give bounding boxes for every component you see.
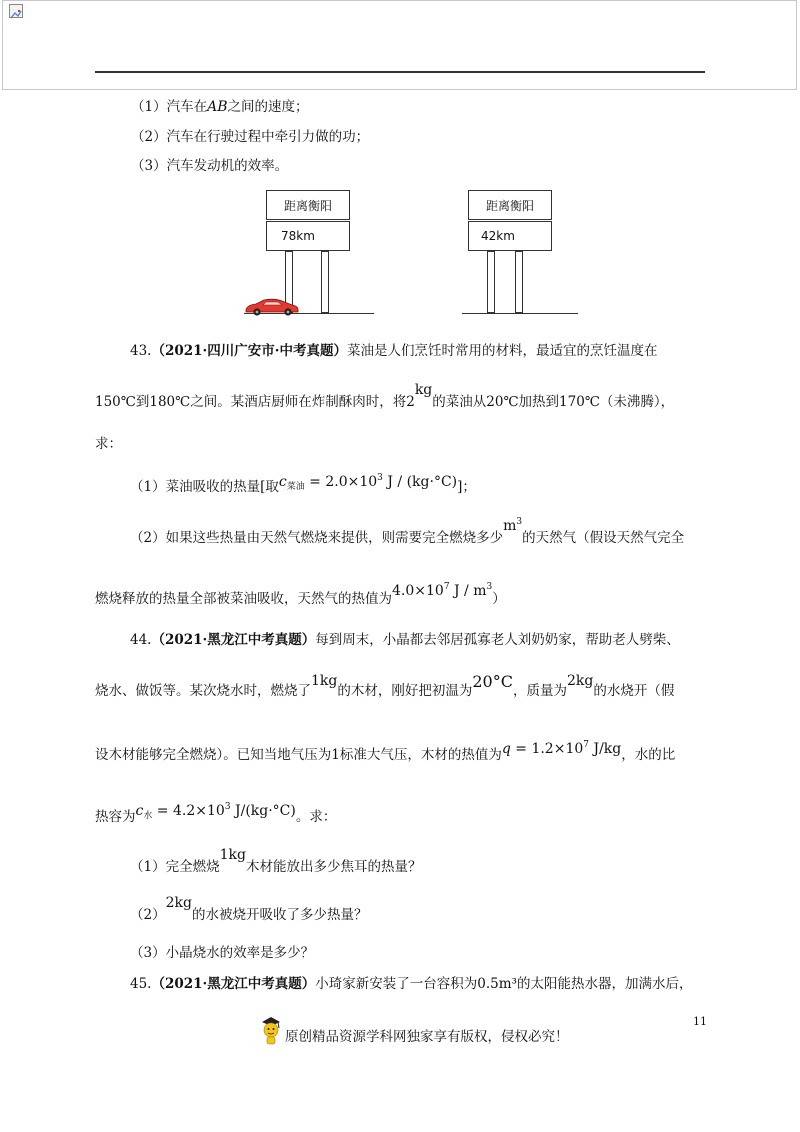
sub-question-3: （3）汽车发动机的效率。: [131, 158, 289, 174]
sign-left-distance: 78km: [266, 221, 350, 251]
sub-question-1: （1）汽车在AB之间的速度；: [131, 99, 309, 115]
mascot-icon: [258, 1016, 284, 1050]
q44-sub-2: （2）2kg的水被烧开吸收了多少热量？: [130, 895, 368, 923]
q44-line-4: 热容为$c_水 = 4.2\times 10^3$ J/(kg·°C)。求：: [95, 802, 337, 825]
broken-image-icon: [9, 4, 23, 18]
sign-right-distance: 42km: [468, 221, 552, 251]
q43-sub-2: （2）如果这些热量由天然气燃烧来提供，则需要完全燃烧多少$m^3$的天然气（假设天然气完全: [130, 517, 685, 546]
sign-left-post-2: [321, 251, 329, 313]
q44-sub-1: （1）完全燃烧1kg木材能放出多少焦耳的热量？: [130, 847, 422, 875]
sign-right-post-2: [515, 251, 523, 313]
q43-sub-2-line-2: 燃烧释放的热量全部被菜油吸收，天然气的热值为$4.0\times 10^7$ J / $m^3$）: [95, 582, 506, 607]
sign-right-title: 距离衡阳: [468, 190, 552, 220]
q44-line-2: 烧水、做饭等。某次烧水时，燃烧了1kg的木材，刚好把初温为20°C，质量为2kg的水烧开（假: [95, 672, 675, 699]
q43-line-2: 150℃到180℃之间。某酒店厨师在炸制酥肉时，将2kg的菜油从20℃加热到170℃（未沸腾），: [95, 382, 675, 410]
header-rule: [95, 71, 705, 73]
q44-line-1: 44.（2021·黑龙江中考真题）每到周末，小晶都去邻居孤寡老人刘奶奶家，帮助老人劈柴、: [130, 632, 680, 648]
sign-left-title: 距离衡阳: [266, 190, 350, 220]
q44-sub-3: （3）小晶烧水的效率是多少？: [130, 945, 315, 961]
q44-line-3: 设木材能够完全燃烧）。已知当地气压为1标准大气压，木材的热值为$q = 1.2\times 10^7$ J/kg，水的比: [95, 740, 676, 763]
q45-line-1: 45.（2021·黑龙江中考真题）小琦家新安装了一台容积为0.5m³的太阳能热水器，加满水后，: [130, 976, 693, 992]
car-icon: [244, 297, 300, 321]
q43-line-3: 求：: [95, 436, 122, 452]
sign-right-post-1: [487, 251, 495, 313]
page-number: 11: [693, 1015, 707, 1028]
ground-right: [462, 313, 578, 314]
page-header: [2, 0, 797, 90]
q43-sub-1: （1）菜油吸收的热量[取$c_{菜油} = 2.0\times 10^3$ J / (kg·°C)]；: [130, 473, 476, 495]
q43-line-1: 43.（2021·四川广安市·中考真题）菜油是人们烹饪时常用的材料，最适宜的烹饪温度在: [130, 343, 658, 359]
sub-question-2: （2）汽车在行驶过程中牵引力做的功；: [131, 129, 370, 145]
copyright-notice: 原创精品资源学科网独家享有版权，侵权必究！: [285, 1029, 569, 1045]
